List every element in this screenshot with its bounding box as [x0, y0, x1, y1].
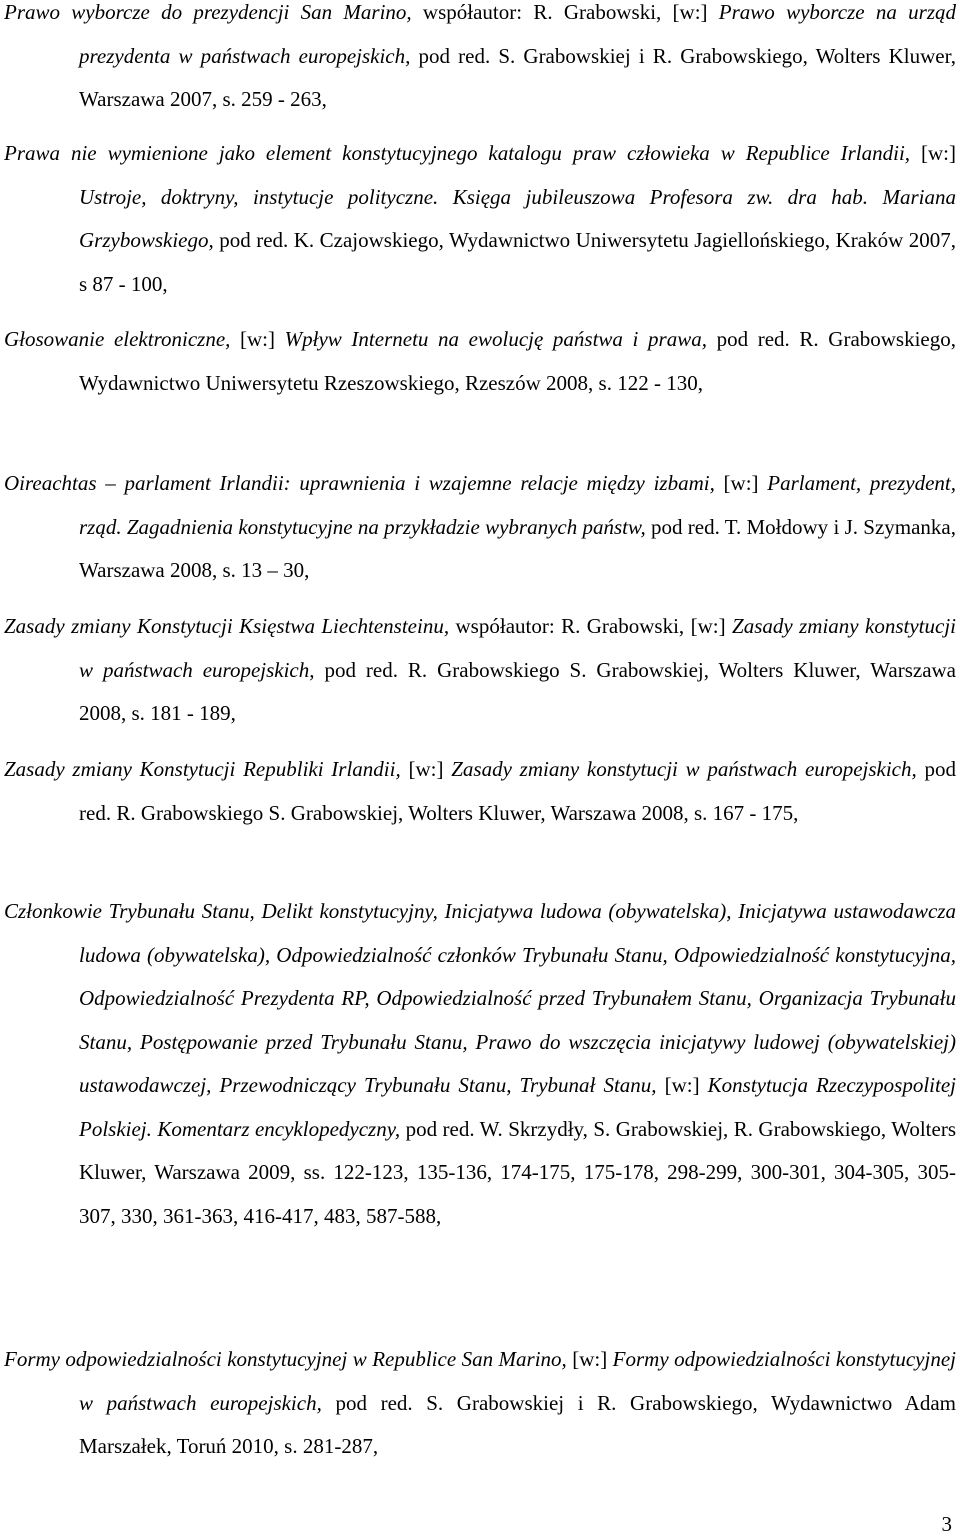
entry-publication-info: pod red. T. Mołdowy i J. Szymanka, Warszawa 2008, s. 13 – 30, [79, 514, 956, 582]
bibliography-entry-8 [4, 1338, 956, 1469]
entry-source-title: Zasady zmiany konstytucji w państwach europejskich, [79, 614, 956, 682]
entry-title: Prawa nie wymienione jako element konstytucyjnego katalogu praw człowieka w Republice Irlandii, [4, 141, 911, 165]
entry-publication-info: pod red. S. Grabowskiej i R. Grabowskiego, Wolters Kluwer, Warszawa 2007, s. 259 - 263, [79, 43, 956, 111]
entry-source-title: Parlament, prezydent, rząd. Zagadnienia konstytucyjne na przykładzie wybranych państw, [79, 471, 956, 539]
entry-text: [w:] [910, 141, 956, 165]
entry-source-title: Ustroje, doktryny, instytucje polityczne. Księga jubileuszowa Profesora zw. dra hab. Mariana Grzybowskiego, [79, 184, 956, 252]
entry-title: Zasady zmiany Konstytucji Księstwa Liechtensteinu, [4, 614, 450, 638]
entry-publication-info: pod red. R. Grabowskiego, Wydawnictwo Uniwersytetu Rzeszowskiego, Rzeszów 2008, s. 122 - 130, [79, 327, 957, 395]
entry-source-title: Prawo wyborcze na urząd prezydenta w państwach europejskich, [79, 0, 956, 68]
bibliography-entry-7 [4, 890, 956, 1238]
entry-text: [w:] [566, 1347, 613, 1371]
entry-source-title: Wpływ Internetu na ewolucję państwa i prawa, [284, 327, 707, 351]
page-number: 3 [941, 1512, 952, 1536]
bibliography-entry-2 [4, 132, 956, 306]
bibliography-entry-5 [4, 605, 956, 736]
entry-publication-info: pod red. W. Skrzydły, S. Grabowskiej, R. Grabowskiego, Wolters Kluwer, Warszawa 2009, ss. 122-123, 135-136, 174-175, 175-178, 298-299, 300-301, 304-305, 305-307, 330, 361-363, 416-417, 483, 587-588, [79, 1116, 956, 1228]
entry-title: Oireachtas – parlament Irlandii: uprawnienia i wzajemne relacje między izbami, [4, 471, 715, 495]
entry-source-title: Formy odpowiedzialności konstytucyjnej w państwach europejskich, [79, 1347, 956, 1415]
entry-title: Formy odpowiedzialności konstytucyjnej w Republice San Marino, [4, 1347, 567, 1371]
entry-title: Członkowie Trybunału Stanu, Delikt konstytucyjny, Inicjatywa ludowa (obywatelska), Inicjatywa ustawodawcza ludowa (obywatelska), Odpowiedzialność członków Trybunału Stanu, Odpowiedzialność konstytucyjna, Odpowiedzialność Prezydenta RP, Odpowiedzialność przed Trybunałem Stanu, Organizacja Trybunału Stanu, Postępowanie przed Trybunału Stanu, Prawo do wszczęcia inicjatywy ludowej (obywatelskiej) ustawodawczej, Przewodniczący Trybunału Stanu, Trybunał Stanu, [4, 899, 956, 1097]
entry-source-title: Konstytucja Rzeczypospolitej Polskiej. Komentarz encyklopedyczny, [79, 1073, 956, 1141]
entry-text: [w:] [400, 757, 452, 781]
entry-title: Głosowanie elektroniczne, [4, 327, 231, 351]
bibliography-entry-4 [4, 462, 956, 593]
entry-publication-info: pod red. K. Czajowskiego, Wydawnictwo Uniwersytetu Jagiellońskiego, Kraków 2007, s 87 - 100, [79, 228, 956, 296]
entry-source-title: Zasady zmiany konstytucji w państwach europejskich, [451, 757, 917, 781]
entry-text: [w:] [714, 471, 768, 495]
bibliography-entry-3 [4, 318, 956, 405]
entry-publication-info: pod red. R. Grabowskiego S. Grabowskiej, Wolters Kluwer, Warszawa 2008, s. 167 - 175, [79, 757, 957, 825]
entry-text: współautor: R. Grabowski, [w:] [411, 0, 719, 24]
bibliography-entry-1 [4, 0, 956, 122]
entry-text: współautor: R. Grabowski, [w:] [449, 614, 733, 638]
entry-text: [w:] [656, 1073, 708, 1097]
entry-title: Prawo wyborcze do prezydencji San Marino, [4, 0, 412, 24]
entry-text: [w:] [230, 327, 285, 351]
entry-publication-info: pod red. S. Grabowskiej i R. Grabowskiego, Wydawnictwo Adam Marszałek, Toruń 2010, s. 281-287, [79, 1390, 956, 1458]
bibliography-entry-6 [4, 748, 956, 835]
entry-title: Zasady zmiany Konstytucji Republiki Irlandii, [4, 757, 401, 781]
entry-publication-info: pod red. R. Grabowskiego S. Grabowskiej, Wolters Kluwer, Warszawa 2008, s. 181 - 189, [79, 657, 957, 725]
